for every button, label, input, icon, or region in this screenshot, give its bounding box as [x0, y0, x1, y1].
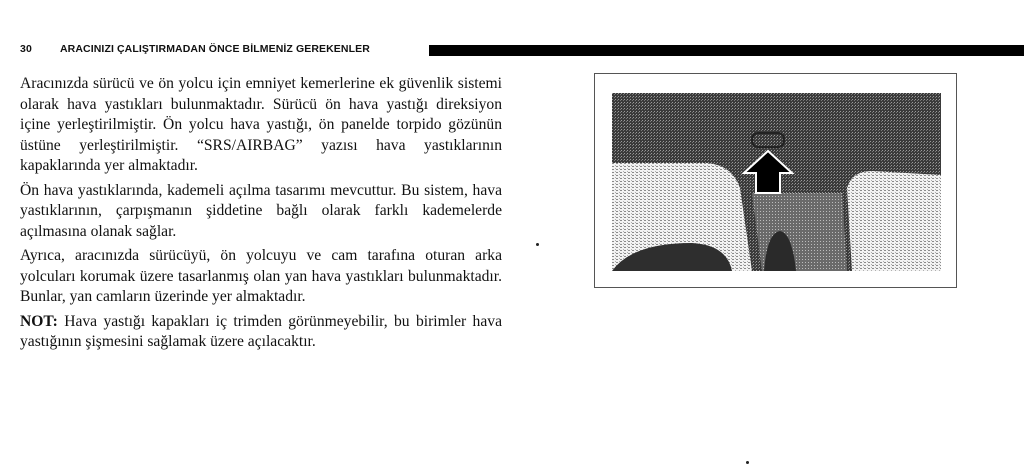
paragraph-side-airbags: Ayrıca, aracınızda sürücüyü, ön yolcuyu ve cam tarafına oturan arka yolcuları korumak üzere tasarlanmış olan yan hava yastıkları bulunmaktadır. Bunlar, yan camların üzerinde yer almaktadır.	[20, 247, 502, 305]
interior-illustration	[612, 93, 941, 271]
figure-frame	[594, 73, 957, 288]
scan-speck	[536, 243, 539, 246]
note-paragraph	[20, 312, 502, 353]
scan-speck	[746, 461, 749, 464]
paragraph-airbag-intro: Aracınızda sürücü ve ön yolcu için emniyet kemerlerine ek güvenlik sistemi olarak hava yastıkları bulunmaktadır. Sürücü ön hava yastığı direksiyon içine yerleştirilmiştir. Ön yolcu hava yastığı, ön panelde torpido gözünün üstüne yerleştirilmiştir. “SRS/AIRBAG” yazısı hava yastıklarının kapaklarında yer almaktadır.	[20, 75, 502, 174]
paragraph-staged-deployment: Ön hava yastıklarında, kademeli açılma tasarımı mevcuttur. Bu sistem, hava yastıklarının, çarpışmanın şiddetine bağlı olarak farklı kademelerde açılmasına olanak sağlar.	[20, 181, 502, 240]
side-airbag-photo	[612, 93, 941, 271]
note-label: NOT:	[20, 312, 58, 330]
header-rule-bar	[429, 45, 1024, 56]
section-title: ARACINIZI ÇALIŞTIRMADAN ÖNCE BİLMENİZ GEREKENLER	[60, 43, 370, 55]
page-header	[20, 43, 1020, 57]
page-number: 30	[20, 43, 33, 55]
note-text: Hava yastığı kapakları iç trimden görünmeyebilir, bu birimler hava yastığının şişmesini sağlamak üzere açılacaktır.	[20, 312, 502, 350]
body-text	[20, 74, 502, 357]
